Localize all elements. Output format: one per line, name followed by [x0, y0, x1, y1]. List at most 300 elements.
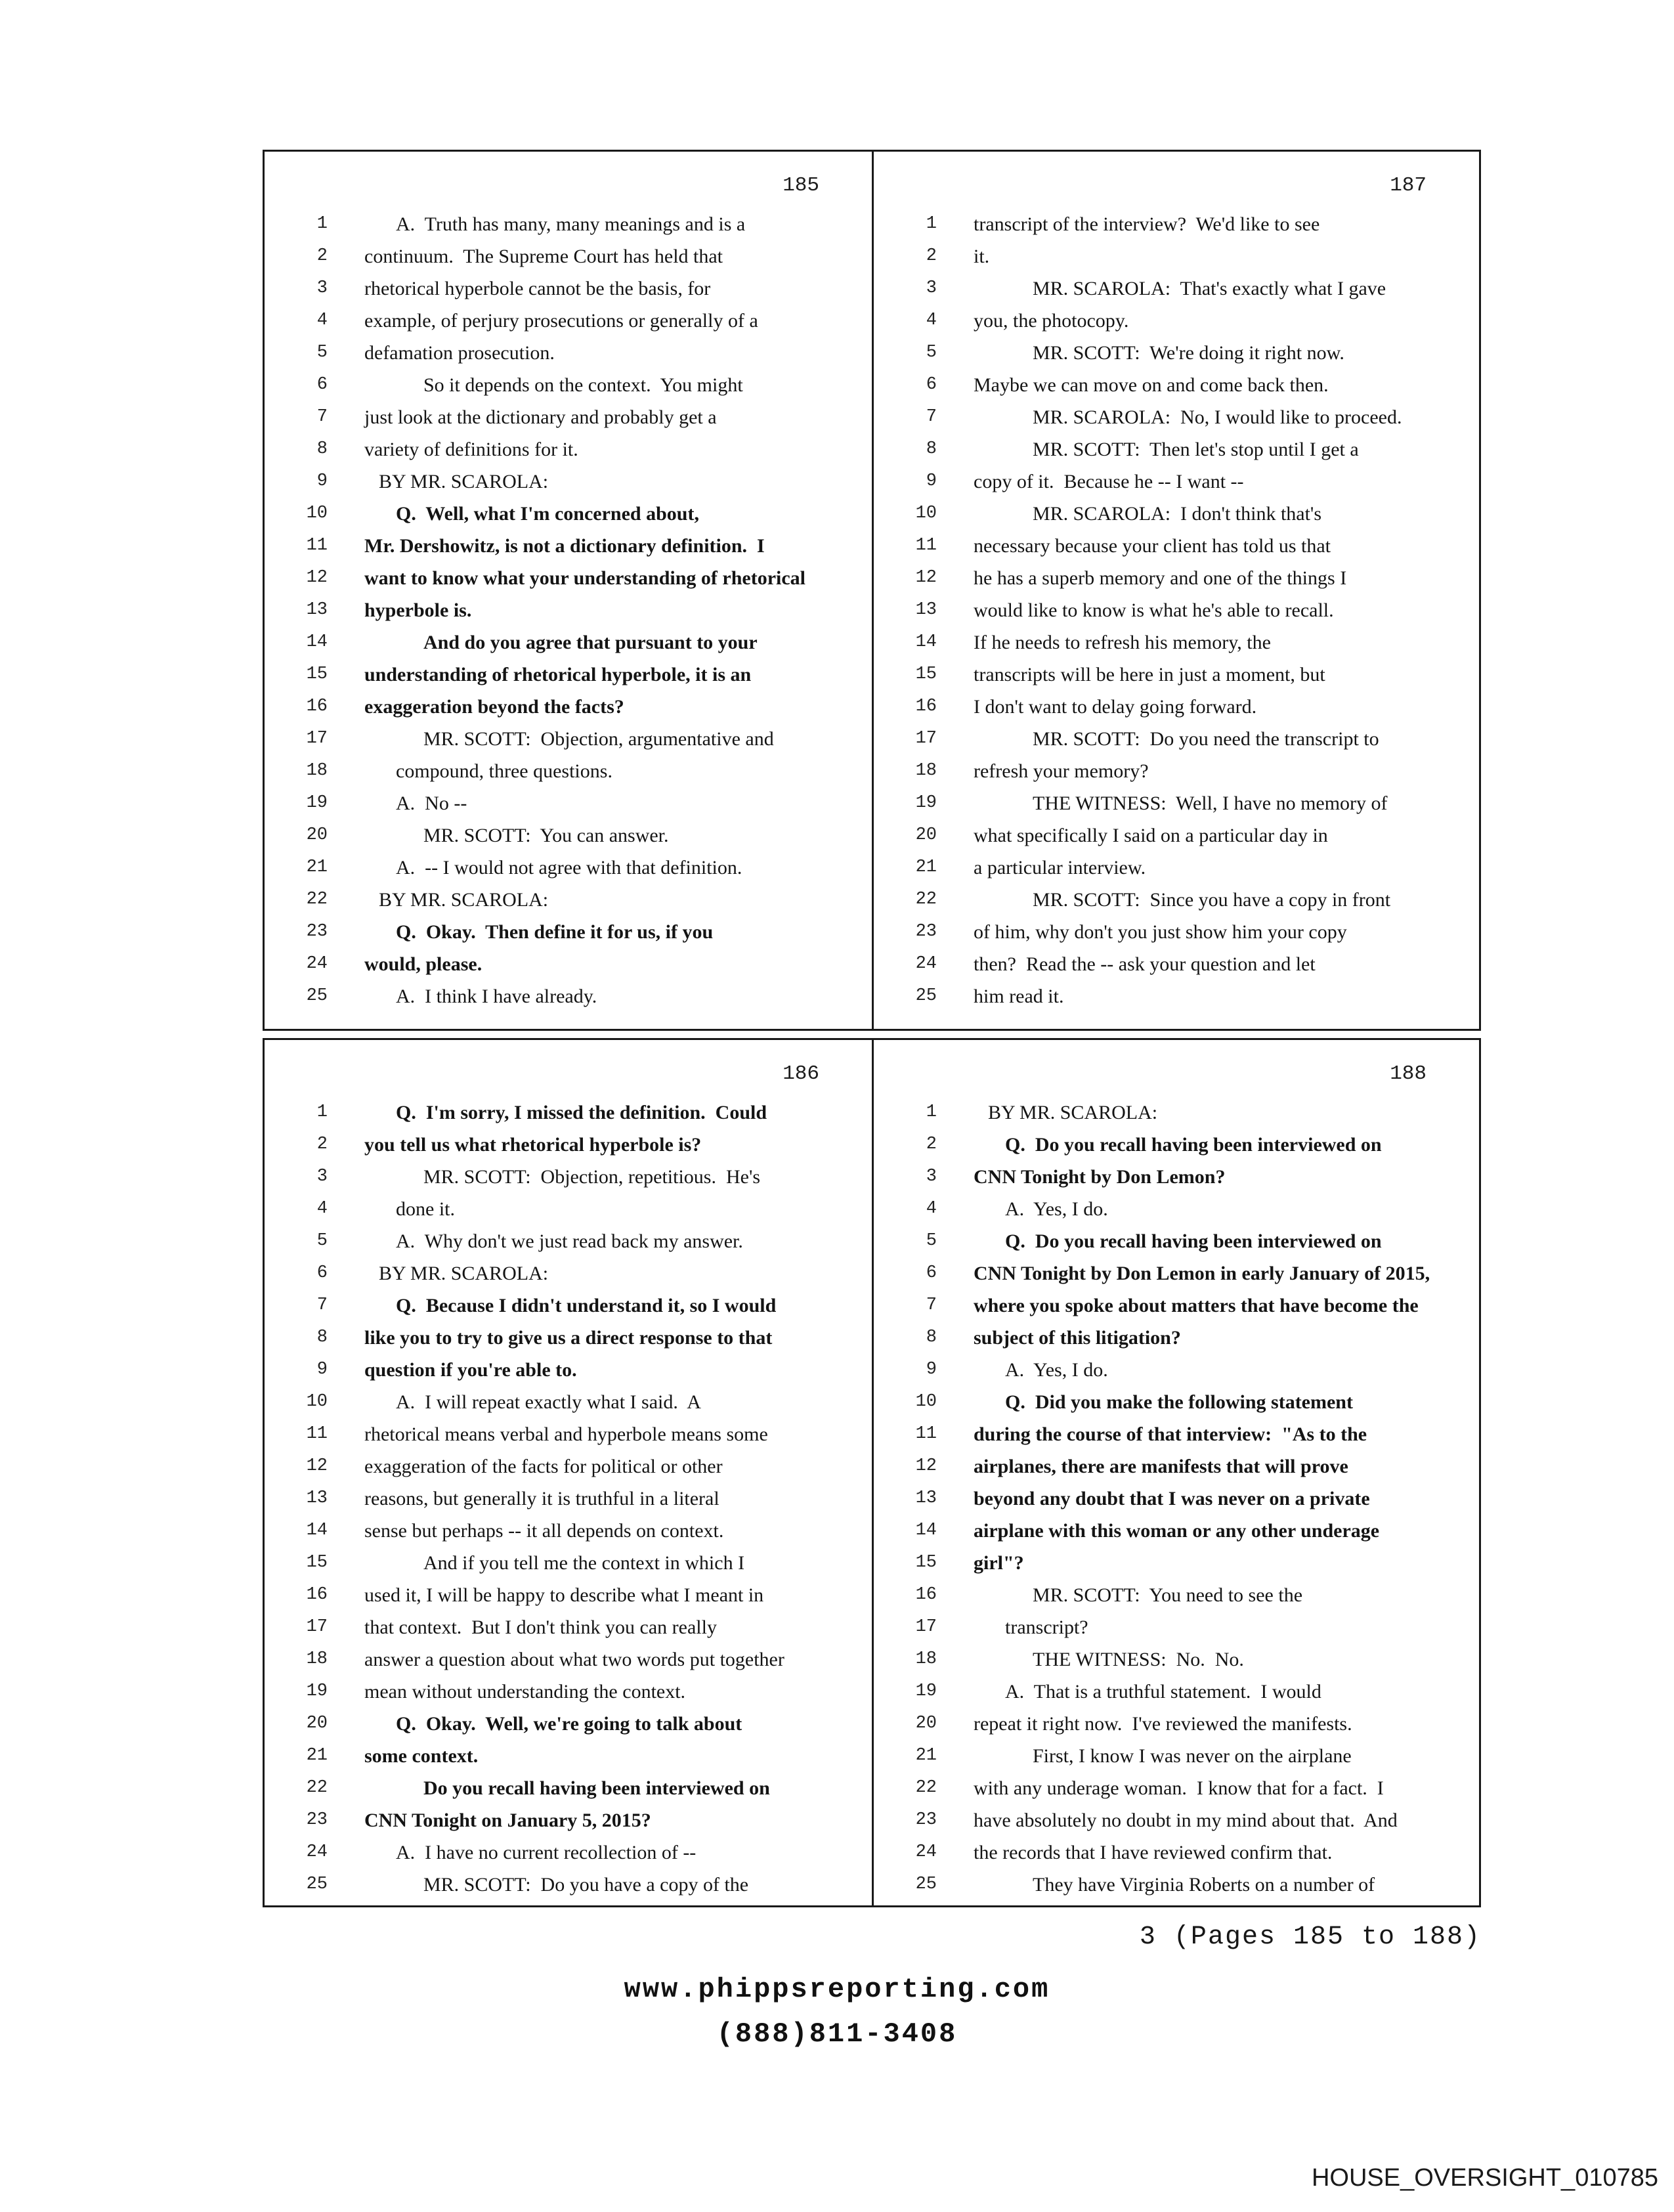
line-text: MR. SCOTT: Then let's stop until I get a	[1033, 439, 1359, 460]
line-number: 10	[915, 1392, 937, 1412]
line-text: BY MR. SCAROLA:	[379, 889, 549, 911]
transcript-line	[874, 369, 1467, 401]
line-text: where you spoke about matters that have become the	[974, 1295, 1419, 1316]
line-text: BY MR. SCAROLA:	[379, 471, 549, 492]
line-text: Do you recall having been interviewed on	[423, 1777, 770, 1799]
transcript-line	[874, 659, 1467, 691]
transcript-line	[265, 305, 860, 337]
transcript-line	[265, 1257, 860, 1290]
transcript-line	[265, 787, 860, 819]
line-number: 12	[306, 1456, 328, 1476]
page-number: 187	[1390, 174, 1427, 197]
line-text: A. Why don't we just read back my answer.	[396, 1230, 743, 1252]
transcript-line	[265, 691, 860, 723]
transcript-line	[874, 1418, 1467, 1450]
transcript-line	[265, 594, 860, 626]
transcript-line	[265, 1740, 860, 1772]
transcript-line	[265, 948, 860, 980]
line-number: 7	[316, 407, 328, 427]
transcript-line	[874, 337, 1467, 369]
line-number: 14	[915, 632, 937, 652]
line-text: Q. Do you recall having been interviewed on	[1005, 1134, 1382, 1156]
line-number: 15	[915, 664, 937, 684]
line-number: 9	[316, 471, 328, 491]
transcript-line	[874, 1450, 1467, 1483]
line-text: subject of this litigation?	[974, 1327, 1181, 1349]
page-number: 186	[783, 1062, 819, 1085]
transcript-line	[265, 1322, 860, 1354]
transcript-line	[265, 852, 860, 884]
transcript-line	[265, 1450, 860, 1483]
transcript-lines	[874, 1096, 1467, 1901]
line-text: what specifically I said on a particular day in	[974, 825, 1328, 846]
transcript-line	[874, 1193, 1467, 1225]
transcript-page-188	[872, 1040, 1479, 1905]
transcript-line	[265, 1386, 860, 1418]
line-number: 1	[926, 214, 937, 234]
line-text: exaggeration of the facts for political or other	[364, 1456, 723, 1477]
line-text: Q. Well, what I'm concerned about,	[396, 503, 699, 525]
line-number: 24	[915, 1842, 937, 1862]
line-text: mean without understanding the context.	[364, 1681, 686, 1702]
transcript-line	[265, 1129, 860, 1161]
line-text: Maybe we can move on and come back then.	[974, 374, 1329, 396]
line-number: 13	[915, 1488, 937, 1508]
line-number: 8	[926, 439, 937, 459]
transcript-line	[265, 466, 860, 498]
transcript-line	[874, 787, 1467, 819]
transcript-line	[265, 1515, 860, 1547]
line-text: during the course of that interview: "As to the	[974, 1423, 1367, 1445]
line-text: necessary because your client has told us that	[974, 535, 1331, 557]
line-number: 4	[926, 1199, 937, 1219]
transcript-line	[265, 1096, 860, 1129]
line-number: 2	[316, 1135, 328, 1154]
line-number: 11	[306, 1424, 328, 1444]
line-text: So it depends on the context. You might	[423, 374, 743, 396]
line-number: 24	[306, 954, 328, 974]
line-number: 6	[926, 1263, 937, 1283]
line-text: continuum. The Supreme Court has held that	[364, 246, 723, 267]
line-number: 12	[915, 1456, 937, 1476]
line-text: Q. Okay. Then define it for us, if you	[396, 921, 714, 943]
transcript-page-185	[265, 152, 872, 1029]
line-number: 23	[306, 1810, 328, 1830]
line-number: 1	[316, 1102, 328, 1122]
transcript-line	[874, 272, 1467, 305]
line-number: 19	[306, 1681, 328, 1701]
line-text: A. I think I have already.	[396, 986, 597, 1007]
line-number: 17	[915, 729, 937, 748]
line-number: 23	[915, 1810, 937, 1830]
transcript-line	[265, 240, 860, 272]
transcript-line	[874, 691, 1467, 723]
line-number: 15	[915, 1553, 937, 1572]
line-text: MR. SCAROLA: That's exactly what I gave	[1033, 278, 1386, 299]
line-text: rhetorical hyperbole cannot be the basis, for	[364, 278, 711, 299]
transcript-line	[874, 948, 1467, 980]
transcript-line	[874, 1579, 1467, 1611]
line-number: 14	[915, 1521, 937, 1540]
line-text: transcripts will be here in just a moment, but	[974, 664, 1325, 685]
line-text: A. I have no current recollection of --	[396, 1842, 697, 1863]
transcript-line	[874, 819, 1467, 852]
line-text: MR. SCOTT: You need to see the	[1033, 1584, 1303, 1606]
transcript-line	[265, 884, 860, 916]
transcript-line	[874, 1772, 1467, 1804]
transcript-line	[265, 1193, 860, 1225]
line-text: hyperbole is.	[364, 599, 472, 621]
line-number: 25	[915, 1875, 937, 1894]
line-number: 10	[306, 1392, 328, 1412]
line-number: 20	[915, 1714, 937, 1733]
line-text: him read it.	[974, 986, 1064, 1007]
line-number: 16	[306, 697, 328, 716]
transcript-line	[265, 1547, 860, 1579]
line-text: repeat it right now. I've reviewed the manifests.	[974, 1713, 1352, 1735]
line-text: First, I know I was never on the airplane	[1033, 1745, 1352, 1767]
line-text: A. -- I would not agree with that definition.	[396, 857, 742, 878]
line-text: I don't want to delay going forward.	[974, 696, 1257, 718]
top-page-pair	[263, 150, 1481, 1031]
line-text: some context.	[364, 1745, 479, 1767]
line-number: 20	[915, 825, 937, 845]
transcript-line	[265, 980, 860, 1012]
line-number: 22	[306, 890, 328, 909]
line-number: 3	[926, 278, 937, 298]
line-number: 9	[926, 471, 937, 491]
line-text: variety of definitions for it.	[364, 439, 578, 460]
line-number: 9	[316, 1360, 328, 1379]
page-number: 188	[1390, 1062, 1427, 1085]
transcript-line	[265, 498, 860, 530]
line-number: 19	[915, 1681, 937, 1701]
transcript-lines	[874, 208, 1467, 1012]
line-text: BY MR. SCAROLA:	[988, 1102, 1158, 1123]
transcript-line	[265, 1354, 860, 1386]
line-text: CNN Tonight on January 5, 2015?	[364, 1810, 651, 1831]
transcript-line	[265, 208, 860, 240]
footer-website: www.phippsreporting.com	[624, 1974, 1050, 2005]
line-number: 5	[316, 343, 328, 362]
line-text: it.	[974, 246, 990, 267]
line-number: 21	[306, 1746, 328, 1766]
line-text: question if you're able to.	[364, 1359, 577, 1381]
line-number: 19	[306, 793, 328, 813]
transcript-line	[265, 1290, 860, 1322]
line-text: sense but perhaps -- it all depends on context.	[364, 1520, 724, 1542]
line-number: 15	[306, 1553, 328, 1572]
transcript-line	[874, 208, 1467, 240]
transcript-line	[265, 562, 860, 594]
line-text: They have Virginia Roberts on a number of	[1033, 1874, 1375, 1896]
line-number: 22	[915, 1778, 937, 1798]
footer-page-range: 3 (Pages 185 to 188)	[1139, 1922, 1481, 1952]
line-text: reasons, but generally it is truthful in a literal	[364, 1488, 719, 1509]
line-number: 19	[915, 793, 937, 813]
line-number: 16	[306, 1585, 328, 1605]
line-text: you, the photocopy.	[974, 310, 1129, 332]
transcript-line	[874, 1354, 1467, 1386]
line-number: 5	[926, 343, 937, 362]
line-number: 11	[306, 536, 328, 555]
transcript-line	[874, 1129, 1467, 1161]
line-text: have absolutely no doubt in my mind about that. And	[974, 1810, 1398, 1831]
transcript-line	[265, 755, 860, 787]
line-text: just look at the dictionary and probably get a	[364, 406, 717, 428]
footer-phone: (888)811-3408	[716, 2018, 958, 2050]
transcript-line	[874, 401, 1467, 433]
transcript-line	[265, 369, 860, 401]
line-text: BY MR. SCAROLA:	[379, 1263, 549, 1284]
transcript-line	[265, 1676, 860, 1708]
line-text: airplane with this woman or any other underage	[974, 1520, 1380, 1542]
line-number: 12	[915, 568, 937, 588]
line-text: want to know what your understanding of rhetorical	[364, 567, 805, 589]
line-text: refresh your memory?	[974, 760, 1149, 782]
transcript-line	[874, 1096, 1467, 1129]
transcript-line	[874, 884, 1467, 916]
transcript-line	[265, 1611, 860, 1643]
transcript-line	[874, 1483, 1467, 1515]
line-text: beyond any doubt that I was never on a private	[974, 1488, 1370, 1509]
transcript-line	[265, 1772, 860, 1804]
line-text: THE WITNESS: No. No.	[1033, 1649, 1244, 1670]
transcript-line	[265, 401, 860, 433]
line-number: 23	[306, 922, 328, 942]
line-number: 13	[306, 600, 328, 620]
line-number: 24	[306, 1842, 328, 1862]
line-text: would like to know is what he's able to recall.	[974, 599, 1334, 621]
line-text: Q. Because I didn't understand it, so I would	[396, 1295, 777, 1316]
line-text: would, please.	[364, 953, 483, 975]
line-number: 5	[316, 1231, 328, 1251]
line-text: MR. SCAROLA: I don't think that's	[1033, 503, 1322, 525]
line-number: 23	[915, 922, 937, 942]
line-text: MR. SCOTT: Objection, repetitious. He's	[423, 1166, 761, 1188]
line-number: 10	[306, 504, 328, 523]
line-number: 4	[316, 311, 328, 330]
line-text: If he needs to refresh his memory, the	[974, 632, 1271, 653]
line-number: 5	[926, 1231, 937, 1251]
bates-stamp: HOUSE_OVERSIGHT_010785	[1311, 2164, 1658, 2192]
line-number: 2	[926, 246, 937, 266]
line-number: 18	[306, 1649, 328, 1669]
transcript-line	[874, 1836, 1467, 1869]
line-text: MR. SCAROLA: No, I would like to proceed.	[1033, 406, 1402, 428]
page-number: 185	[783, 174, 819, 197]
line-text: rhetorical means verbal and hyperbole means some	[364, 1423, 768, 1445]
line-number: 13	[915, 600, 937, 620]
line-text: example, of perjury prosecutions or generally of a	[364, 310, 758, 332]
line-number: 3	[316, 1167, 328, 1186]
transcript-line	[874, 1869, 1467, 1901]
line-text: a particular interview.	[974, 857, 1146, 878]
line-number: 18	[915, 1649, 937, 1669]
line-text: girl"?	[974, 1552, 1024, 1574]
line-number: 8	[926, 1328, 937, 1347]
transcript-line	[874, 626, 1467, 659]
transcript-line	[265, 337, 860, 369]
line-text: And do you agree that pursuant to your	[423, 632, 758, 653]
line-number: 6	[926, 375, 937, 395]
transcript-line	[265, 916, 860, 948]
transcript-line	[265, 1418, 860, 1450]
transcript-line	[265, 626, 860, 659]
line-text: Mr. Dershowitz, is not a dictionary definition. I	[364, 535, 765, 557]
line-number: 17	[915, 1617, 937, 1637]
line-text: MR. SCOTT: Objection, argumentative and	[423, 728, 774, 750]
line-text: transcript?	[1005, 1616, 1088, 1638]
transcript-line	[874, 1547, 1467, 1579]
line-number: 12	[306, 568, 328, 588]
line-number: 17	[306, 1617, 328, 1637]
line-number: 8	[316, 1328, 328, 1347]
line-number: 4	[926, 311, 937, 330]
line-number: 24	[915, 954, 937, 974]
line-number: 21	[306, 857, 328, 877]
transcript-line	[265, 1836, 860, 1869]
line-text: MR. SCOTT: You can answer.	[423, 825, 669, 846]
transcript-line	[265, 1579, 860, 1611]
transcript-line	[874, 530, 1467, 562]
transcript-line	[265, 1643, 860, 1676]
transcript-line	[874, 240, 1467, 272]
transcript-line	[874, 852, 1467, 884]
transcript-line	[874, 1257, 1467, 1290]
transcript-line	[265, 272, 860, 305]
line-number: 7	[316, 1295, 328, 1315]
line-text: Q. Okay. Well, we're going to talk about	[396, 1713, 742, 1735]
line-number: 11	[915, 1424, 937, 1444]
transcript-line	[874, 1386, 1467, 1418]
transcript-line	[265, 1708, 860, 1740]
line-text: you tell us what rhetorical hyperbole is?	[364, 1134, 702, 1156]
line-text: CNN Tonight by Don Lemon in early January of 2015,	[974, 1263, 1430, 1284]
line-text: defamation prosecution.	[364, 342, 555, 364]
line-text: A. I will repeat exactly what I said. A	[396, 1391, 701, 1413]
transcript-line	[874, 1161, 1467, 1193]
transcript-line	[265, 1161, 860, 1193]
transcript-line	[265, 1869, 860, 1901]
line-number: 25	[306, 1875, 328, 1894]
line-number: 1	[926, 1102, 937, 1122]
line-number: 21	[915, 1746, 937, 1766]
transcript-line	[874, 1676, 1467, 1708]
transcript-line	[874, 980, 1467, 1012]
transcript-line	[874, 1804, 1467, 1836]
line-text: answer a question about what two words put together	[364, 1649, 784, 1670]
transcript-line	[874, 723, 1467, 755]
line-text: done it.	[396, 1198, 455, 1220]
transcript-line	[874, 916, 1467, 948]
transcript-line	[874, 305, 1467, 337]
transcript-line	[874, 433, 1467, 466]
line-number: 6	[316, 1263, 328, 1283]
line-text: CNN Tonight by Don Lemon?	[974, 1166, 1226, 1188]
line-number: 8	[316, 439, 328, 459]
line-number: 3	[926, 1167, 937, 1186]
line-text: then? Read the -- ask your question and let	[974, 953, 1316, 975]
transcript-line	[265, 819, 860, 852]
line-number: 20	[306, 825, 328, 845]
transcript-line	[265, 723, 860, 755]
line-text: used it, I will be happy to describe what I meant in	[364, 1584, 764, 1606]
line-number: 2	[926, 1135, 937, 1154]
line-text: A. Truth has many, many meanings and is a	[396, 213, 746, 235]
line-text: compound, three questions.	[396, 760, 612, 782]
transcript-line	[265, 530, 860, 562]
line-text: MR. SCOTT: Do you have a copy of the	[423, 1874, 749, 1896]
line-number: 14	[306, 632, 328, 652]
line-number: 21	[915, 857, 937, 877]
line-number: 6	[316, 375, 328, 395]
transcript-line	[265, 659, 860, 691]
transcript-lines	[265, 208, 860, 1012]
transcript-line	[874, 755, 1467, 787]
transcript-lines	[265, 1096, 860, 1901]
line-text: A. Yes, I do.	[1005, 1198, 1108, 1220]
transcript-line	[265, 1804, 860, 1836]
line-number: 2	[316, 246, 328, 266]
transcript-line	[874, 1322, 1467, 1354]
line-text: transcript of the interview? We'd like to see	[974, 213, 1320, 235]
transcript-line	[874, 1643, 1467, 1676]
line-number: 16	[915, 697, 937, 716]
transcript-line	[265, 1483, 860, 1515]
line-text: airplanes, there are manifests that will prove	[974, 1456, 1348, 1477]
line-text: MR. SCOTT: Do you need the transcript to	[1033, 728, 1379, 750]
line-text: MR. SCOTT: We're doing it right now.	[1033, 342, 1344, 364]
line-number: 22	[915, 890, 937, 909]
transcript-line	[265, 433, 860, 466]
transcript-line	[874, 466, 1467, 498]
line-text: the records that I have reviewed confirm that.	[974, 1842, 1333, 1863]
transcript-line	[265, 1225, 860, 1257]
line-number: 15	[306, 664, 328, 684]
transcript-page-186	[265, 1040, 872, 1905]
line-number: 25	[915, 986, 937, 1006]
line-number: 4	[316, 1199, 328, 1219]
line-text: A. No --	[396, 792, 467, 814]
transcript-line	[874, 594, 1467, 626]
line-text: MR. SCOTT: Since you have a copy in front	[1033, 889, 1391, 911]
line-text: understanding of rhetorical hyperbole, it is an	[364, 664, 752, 685]
line-text: with any underage woman. I know that for a fact. I	[974, 1777, 1384, 1799]
line-number: 25	[306, 986, 328, 1006]
line-number: 18	[915, 761, 937, 781]
line-number: 13	[306, 1488, 328, 1508]
line-text: exaggeration beyond the facts?	[364, 696, 624, 718]
line-number: 3	[316, 278, 328, 298]
line-text: he has a superb memory and one of the things I	[974, 567, 1347, 589]
line-text: that context. But I don't think you can really	[364, 1616, 717, 1638]
line-text: like you to try to give us a direct response to that	[364, 1327, 773, 1349]
line-number: 7	[926, 1295, 937, 1315]
transcript-line	[874, 1611, 1467, 1643]
line-number: 9	[926, 1360, 937, 1379]
line-text: copy of it. Because he -- I want --	[974, 471, 1244, 492]
line-number: 10	[915, 504, 937, 523]
line-text: THE WITNESS: Well, I have no memory of	[1033, 792, 1388, 814]
bottom-page-pair	[263, 1038, 1481, 1907]
line-number: 16	[915, 1585, 937, 1605]
transcript-line	[874, 1740, 1467, 1772]
line-number: 18	[306, 761, 328, 781]
line-text: of him, why don't you just show him your copy	[974, 921, 1347, 943]
line-text: A. That is a truthful statement. I would	[1005, 1681, 1321, 1702]
line-text: Q. I'm sorry, I missed the definition. Could	[396, 1102, 767, 1123]
